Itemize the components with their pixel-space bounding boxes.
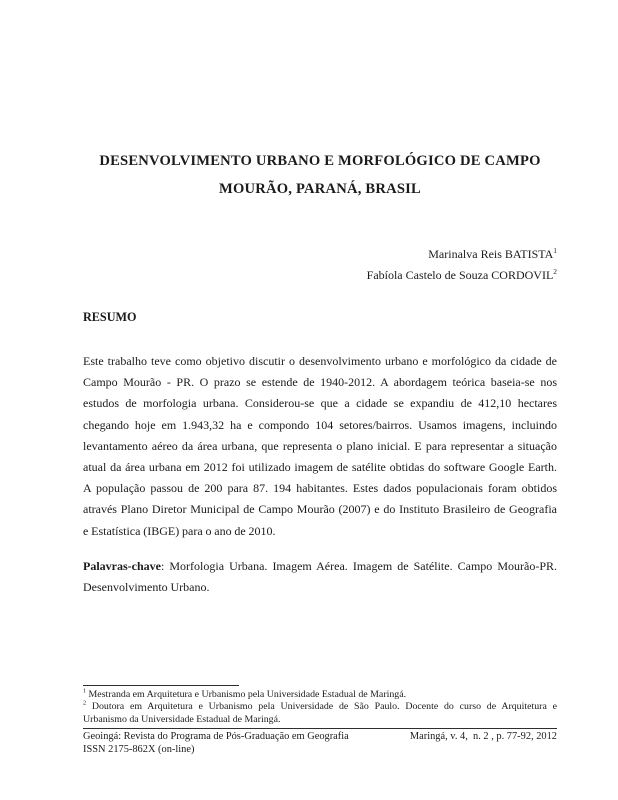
paper-title (83, 148, 557, 203)
author-1-footnote-ref: 1 (553, 246, 557, 255)
page-footer (83, 731, 557, 757)
footnote-1-marker: 1 (83, 688, 87, 695)
abstract-line: A população passou de 200 para 87. 194 habitantes. Estes dados populacionais foram obtidos (83, 481, 557, 496)
keywords-values: : Morfologia Urbana. Imagem Aérea. Imagem de Satélite. Campo Mourão-PR. (160, 559, 557, 573)
authors-block (83, 244, 557, 286)
author-2 (83, 265, 557, 286)
author-1 (83, 244, 557, 265)
author-2-name: Fabíola Castelo de Souza CORDOVIL (366, 268, 554, 282)
footnote-1 (83, 689, 557, 701)
author-2-footnote-ref: 2 (553, 267, 557, 276)
abstract-line: através Plano Diretor Municipal de Campo Mourão (2007) e do Instituto Brasileiro de Geografia (83, 502, 557, 517)
footnote-2-marker: 2 (83, 701, 87, 708)
author-1-name: Marinalva Reis BATISTA (428, 247, 554, 261)
paper-title-line-2: MOURÃO, PARANÁ, BRASIL (219, 180, 421, 197)
abstract-line: Este trabalho teve como objetivo discutir o desenvolvimento urbano e morfológico da cidade de (83, 354, 557, 368)
paper-title-line-1: DESENVOLVIMENTO URBANO E MORFOLÓGICO DE CAMPO (99, 153, 541, 169)
footer-row (83, 731, 557, 744)
footnotes-block (83, 689, 557, 726)
abstract-line: chegando hoje em 1.943,32 ha e compondo 104 setores/bairros. Usamos imagens, incluindo (83, 417, 557, 432)
journal-name: Geoingá: Revista do Programa de Pós-Graduação em Geografia (83, 731, 349, 742)
footnote-1-text: Mestranda em Arquitetura e Urbanismo pela Universidade Estadual de Maringá. (88, 689, 407, 700)
issue-info: Maringá, v. 4, n. 2 , p. 77-92, 2012 (409, 731, 557, 742)
abstract-line: estudos de morfologia urbana. Considerou-se que a cidade se expandiu de 412,10 hectares (83, 396, 557, 411)
page-content (83, 0, 557, 800)
abstract-line: e Estatística (IBGE) para o ano de 2010. (83, 523, 276, 538)
abstract-heading: RESUMO (83, 310, 137, 324)
footnote-2-line-2: Urbanismo da Universidade Estadual de Maringá. (83, 713, 281, 725)
abstract-line: atual da área urbana em 2012 foi utilizado imagem de satélite obtidas do software Google Earth. (83, 460, 557, 475)
footnote-separator (83, 685, 239, 686)
footer-rule (83, 728, 557, 729)
issn-line: ISSN 2175-862X (on-line) (83, 743, 195, 755)
keywords-line-2: Desenvolvimento Urbano. (83, 580, 210, 595)
abstract-line: levantamento aéreo da área urbana, que representa o plano inicial. E para representar a situação (83, 438, 557, 453)
keywords-block (83, 556, 557, 599)
keywords-label: Palavras-chave (83, 559, 161, 573)
abstract-text (83, 351, 557, 542)
footnote-2-line-1 (83, 701, 557, 713)
keywords-line-1 (83, 556, 557, 577)
footnote-2-text: Doutora em Arquitetura e Urbanismo pela Universidade de São Paulo. Docente do curso de Arquitetura e (91, 701, 557, 713)
abstract-line: Campo Mourão - PR. O prazo se estende de 1940-2012. A abordagem teórica baseia-se nos (83, 375, 557, 390)
